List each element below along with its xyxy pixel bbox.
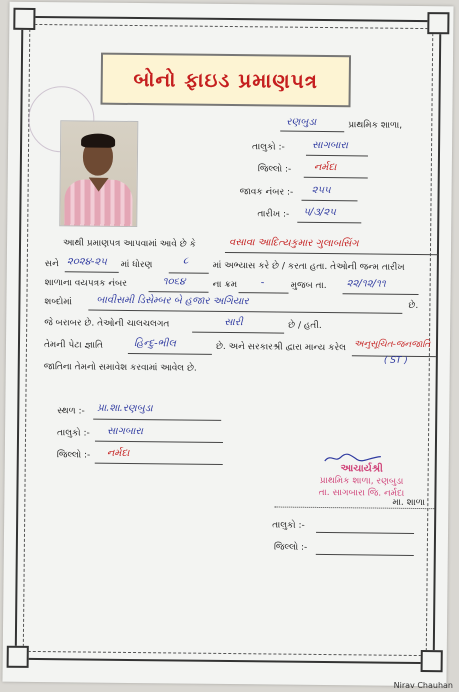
body-line2-prefix: સને	[44, 259, 59, 270]
conduct-value: સારી	[224, 316, 243, 329]
body-line6-prefix: તેમની પેટા જ્ઞાતિ	[43, 340, 104, 351]
body-line6-mid: છે. અને સરકારશ્રી દ્વારા માન્ય કરેલ	[215, 341, 347, 354]
district2-label: જિલ્લો :-	[56, 450, 91, 461]
serial-no-value: -	[260, 277, 265, 289]
body-line3-mid: ના ક્રમ	[212, 279, 238, 291]
place-label: સ્થળ :-	[57, 406, 85, 417]
sign-taluka-label: તાલુકો :-	[272, 520, 305, 531]
seal-line1: પ્રાથમિક શાળા, રણબુડા	[319, 475, 404, 487]
register-no-value: ૧૦૬૪	[162, 276, 186, 288]
body-line2-suffix: માં અભ્યાસ કરે છે / કરતા હતા. તેઓની જન્મ તારીખ	[212, 260, 405, 273]
taluka2-value: સાગબારા	[107, 425, 144, 438]
page-title: બોનો ફાઇડ પ્રમાણપત્ર	[133, 66, 319, 93]
body-line1-prefix: આથી પ્રમાણપત્ર આપવામાં આવે છે કે	[62, 238, 196, 250]
body-line5-suffix: છે / હતી.	[288, 320, 322, 331]
taluka-value: સાગબારા	[312, 139, 349, 152]
footer-credit: Nirav Chauhan	[393, 681, 453, 690]
taluka2-label: તાલુકો :-	[57, 428, 90, 439]
body-line2-mid: માં ધોરણ	[120, 259, 153, 271]
district2-value: નર્મદા	[106, 447, 130, 459]
corner-ornament	[7, 646, 29, 668]
corner-ornament	[13, 8, 35, 30]
corner-ornament	[421, 650, 443, 672]
sign-district-label: જિલ્લો :-	[273, 542, 308, 553]
seal-title: આચાર્યશ્રી	[340, 463, 383, 475]
school-suffix: પ્રાથમિક શાળા,	[348, 120, 403, 131]
dob-words-value: બાવીસમી ડિસેમ્બર બે હજાર અગિયાર	[96, 294, 249, 308]
body-line4-suffix: છે.	[408, 300, 419, 311]
corner-ornament	[427, 12, 449, 34]
seal-suffix: મા. શાળા	[392, 497, 426, 509]
body-line4-prefix: શબ્દોમાં	[44, 297, 72, 308]
dob-value: ૨૨/૧૨/૧૧	[346, 278, 386, 290]
district-value: નર્મદા	[313, 161, 337, 174]
seal-line2: તા. સાગબારા જિ. નર્મદા	[318, 487, 405, 499]
date-label: તારીખ :-	[257, 209, 290, 220]
body-line3-prefix: શાળાના વયપત્રક નંબર	[44, 278, 127, 289]
subcaste-value: હિન્દુ-ભીલ	[133, 338, 177, 350]
category-value: અનુસૂચિત-જનજાતિ	[353, 339, 431, 351]
school-name-value: રણબુડા	[286, 116, 317, 128]
standard-value: ૮	[182, 255, 189, 267]
title-banner	[100, 53, 351, 108]
district-label: જિલ્લો :-	[257, 164, 292, 175]
student-name-value: વસાવા આદિત્યકુમાર ગુલાબસિંગ	[229, 237, 359, 250]
place-value: પ્રા.શા.રણબુડા	[97, 402, 153, 415]
outward-value: ૨૫૫	[311, 184, 331, 197]
body-line3-mid2: મુજબ તા.	[290, 280, 327, 292]
student-photo	[59, 120, 138, 227]
taluka-label: તાલુકો :-	[252, 142, 285, 153]
body-line5-prefix: જે બરાબર છે. તેઓની ચાલચલગત	[44, 318, 170, 330]
academic-year-value: ૨૦૨૪-૨૫	[66, 256, 107, 268]
certificate-paper	[2, 2, 453, 687]
body-line7: જાતિના તેમનો સમાવેશ કરવામાં આવેલ છે.	[43, 362, 197, 374]
category-code: ( ST )	[383, 355, 408, 366]
date-value: ૫/૩/૨૫	[303, 206, 336, 219]
outward-label: જાવક નંબર :-	[239, 187, 294, 198]
